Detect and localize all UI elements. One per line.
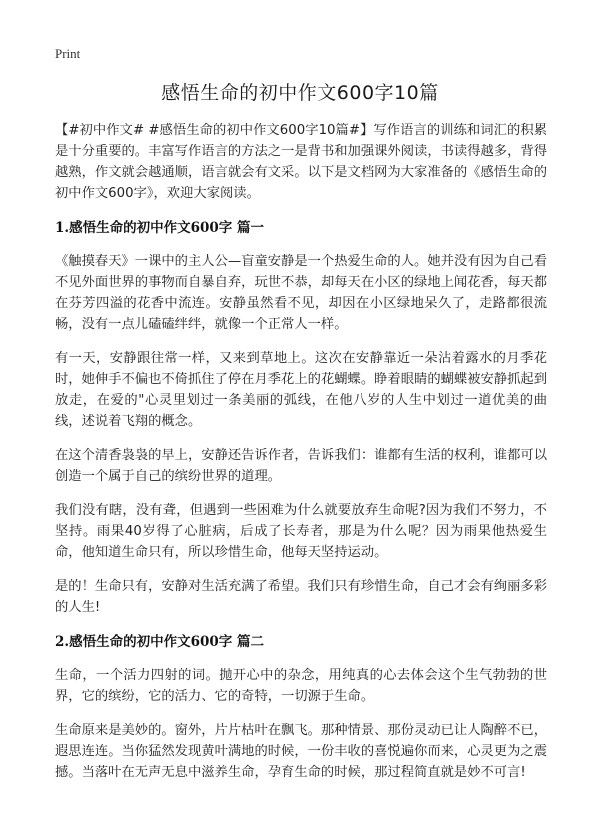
intro-paragraph: 【#初中作文# #感悟生命的初中作文600字10篇#】写作语言的训练和词汇的积累是十分重要的。丰富写作语言的方法之一是背书和加强课外阅读，书读得越多，背得越熟，作文就会越通顺，语言就会有文采。以下是文档网为大家准备的《感悟生命的初中作文600字》，欢迎大家阅读。 — [55, 123, 547, 201]
section-heading-1: 1.感悟生命的初中作文600字 篇一 — [55, 220, 264, 236]
paragraph: 我们没有瞎，没有聋，但遇到一些困难为什么就要放弃生命呢?因为我们不努力，不坚持。雨果40岁得了心脏病，后成了长寿者，那是为什么呢？因为雨果他热爱生命，他知道生命只有，所以珍惜生命，他每天坚持运动。 — [55, 503, 547, 560]
article-body — [55, 120, 547, 796]
paragraph: 有一天，安静跟往常一样，又来到草地上。这次在安静靠近一朵沾着露水的月季花时，她伸手不偏也不倚抓住了停在月季花上的花蝴蝶。睁着眼睛的蝴蝶被安静抓起到放走，在爱的"心灵里划过一条美丽的弧线，在他八岁的人生中划过一道优美的曲线，述说着飞翔的概念。 — [55, 351, 547, 429]
paragraph: 生命原来是美妙的。窗外，片片枯叶在飘飞。那种情景、那份灵动已让人陶醉不已，遐思连连。当你猛然发现黄叶满地的时候，一份丰收的喜悦遍你而来，心灵更为之震撼。当落叶在无声无息中滋养生命，孕育生命的时候，那过程简直就是妙不可言! — [55, 723, 547, 780]
print-label[interactable]: Print — [55, 46, 81, 61]
paragraph: 是的！生命只有，安静对生活充满了希望。我们只有珍惜生命，自己才会有绚丽多彩的人生! — [55, 579, 547, 615]
paragraph: 《触摸春天》一课中的主人公—盲童安静是一个热爱生命的人。她并没有因为自己看不见外面世界的事物而自暴自弃，玩世不恭，却每天在小区的绿地上闻花香，每天都在芬芳四溢的花香中流连。安静虽然看不见，却因在小区绿地呆久了，走路都很流畅，没有一点儿磕磕绊绊，就像一个正常人一样。 — [55, 254, 547, 332]
paragraph: 生命，一个活力四射的词。抛开心中的杂念，用纯真的心去体会这个生气勃勃的世界，它的缤纷，它的活力、它的奇特，一切源于生命。 — [55, 668, 547, 704]
section-heading-2: 2.感悟生命的初中作文600字 篇二 — [55, 634, 264, 650]
paragraph: 在这个清香袅袅的早上，安静还告诉作者，告诉我们：谁都有生活的权利，谁都可以创造一个属于自己的缤纷世界的道理。 — [55, 448, 547, 484]
page-title: 感悟生命的初中作文600字10篇 — [161, 82, 439, 104]
